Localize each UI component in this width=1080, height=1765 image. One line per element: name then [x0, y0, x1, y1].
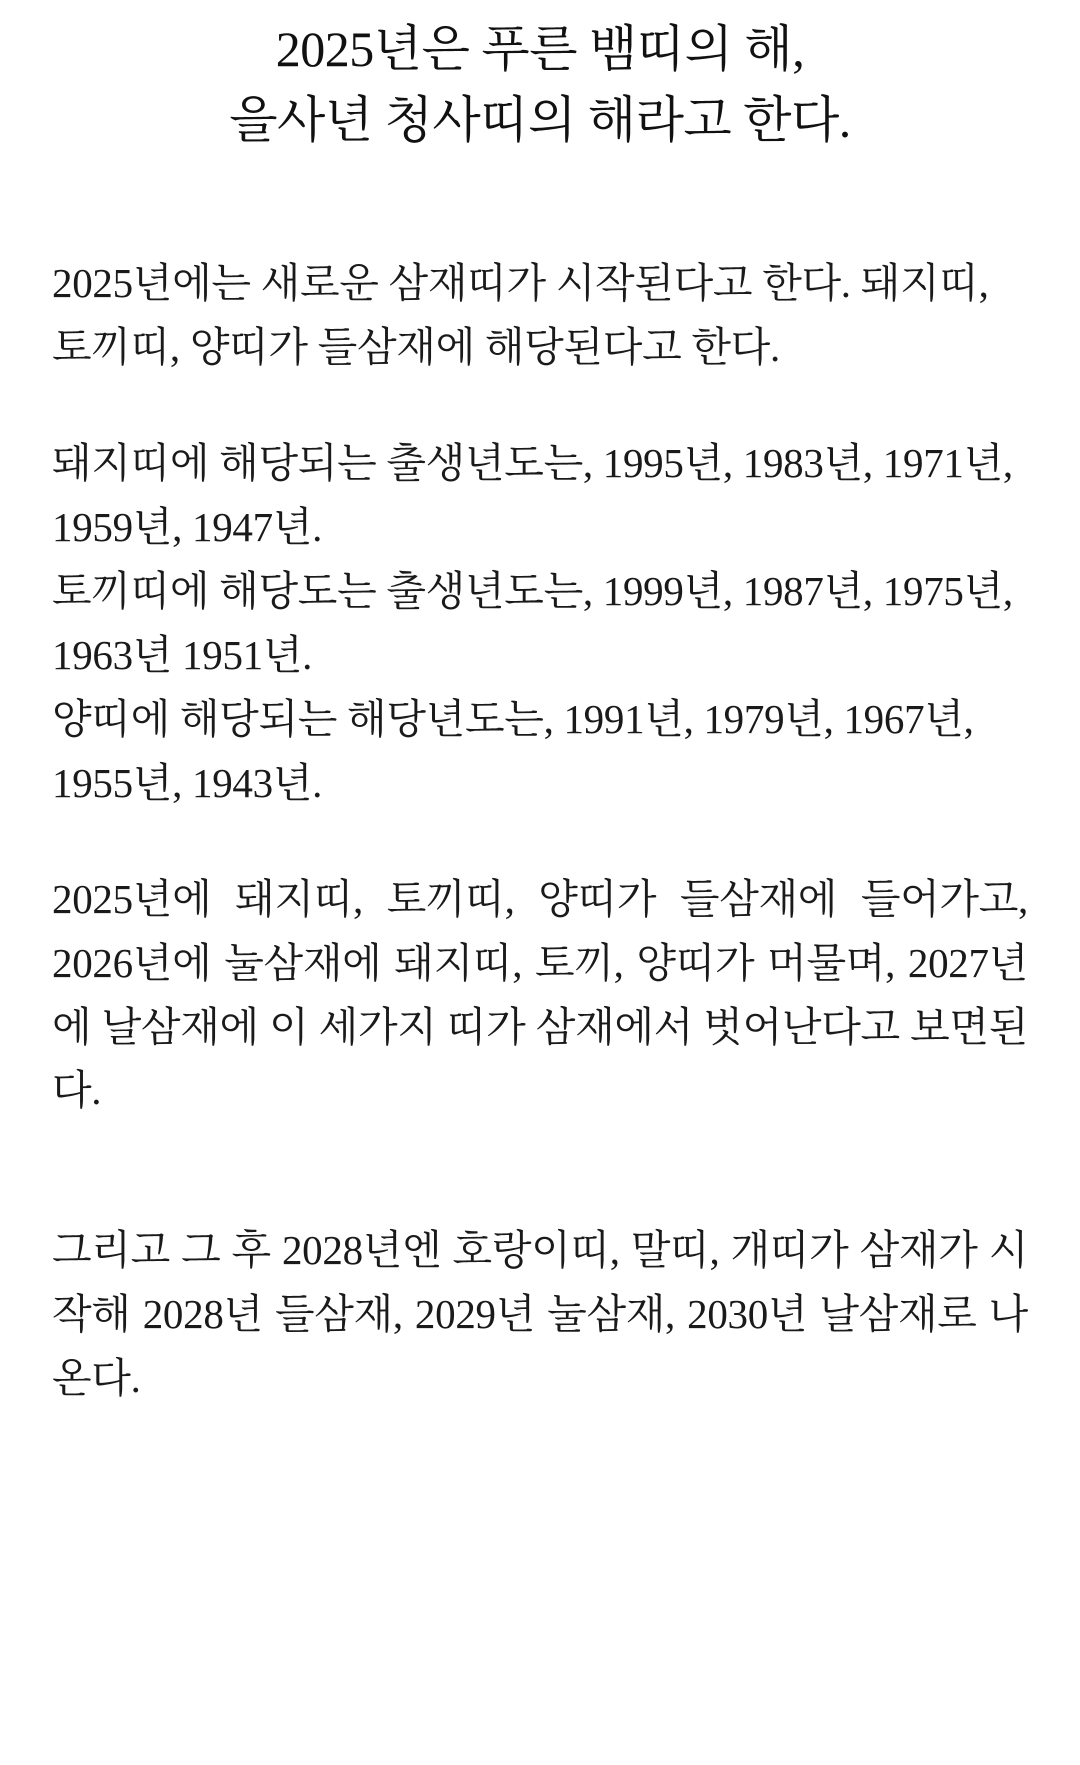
paragraph-samjae-cycle: 2025년에 돼지띠, 토끼띠, 양띠가 들삼재에 들어가고, 2026년에 눌삼재에 돼지띠, 토끼, 양띠가 머물며, 2027년에 날삼재에 이 세가지 띠가 삼재에서 벗어난다고 보면된다.	[52, 875, 1028, 1114]
paragraph-rabbit-years: 토끼띠에 해당도는 출생년도는, 1999년, 1987년, 1975년, 1963년 1951년.	[52, 567, 1013, 678]
page-title	[52, 14, 1028, 156]
spacer-after-intro	[52, 380, 1028, 432]
paragraph-intro: 2025년에는 새로운 삼재띠가 시작된다고 한다. 돼지띠, 토끼띠, 양띠가 들삼재에 해당된다고 한다.	[52, 260, 989, 370]
page-title-line-2: 을사년 청사띠의 해라고 한다.	[229, 92, 851, 148]
paragraph-next-cycle: 그리고 그 후 2028년엔 호랑이띠, 말띠, 개띠가 삼재가 시작해 2028년 들삼재, 2029년 눌삼재, 2030년 날삼재로 나온다.	[52, 1227, 1028, 1402]
page-title-line-1: 2025년은 푸른 뱀띠의 해,	[275, 21, 805, 77]
paragraph-sheep-years: 양띠에 해당되는 해당년도는, 1991년, 1979년, 1967년, 1955년, 1943년.	[52, 695, 974, 806]
spacer-before-cycle	[52, 816, 1028, 868]
spacer-before-next-cycle	[52, 1123, 1028, 1219]
paragraph-pig-years: 돼지띠에 해당되는 출생년도는, 1995년, 1983년, 1971년, 1959년, 1947년.	[52, 439, 1013, 550]
spacer-after-title	[52, 156, 1028, 252]
